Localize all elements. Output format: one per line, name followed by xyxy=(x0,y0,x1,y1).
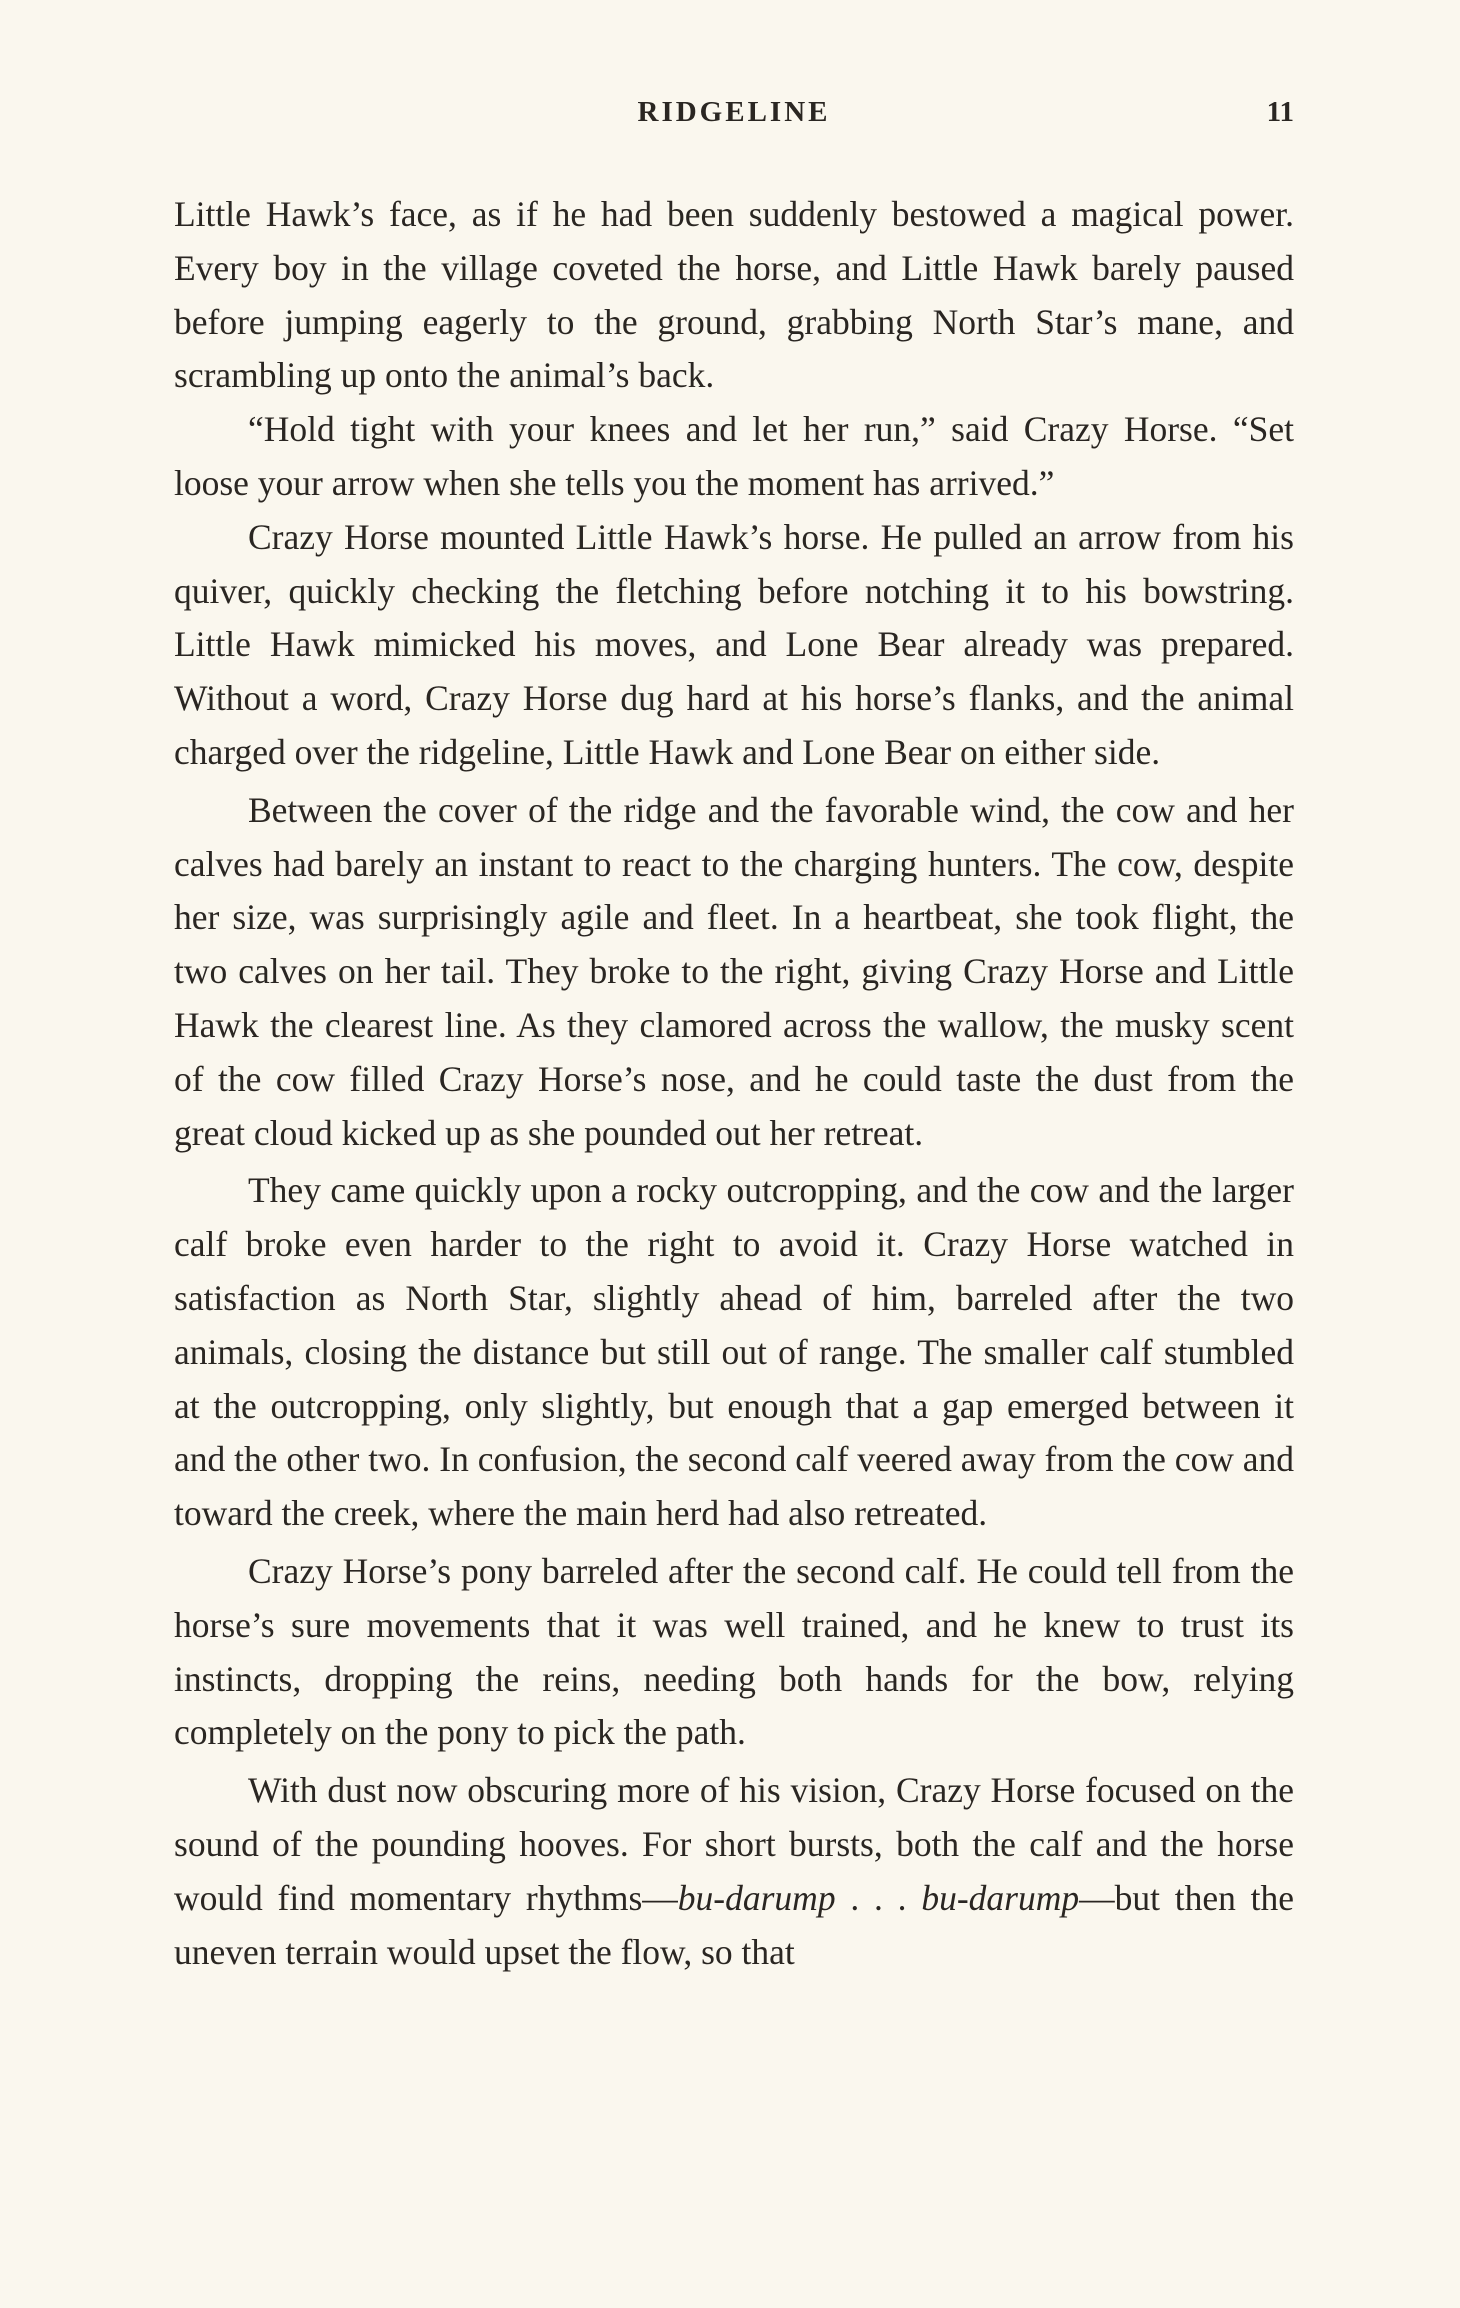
body-text xyxy=(174,188,1294,1979)
ellipsis: . . . xyxy=(835,1877,922,1918)
paragraph-2: “Hold tight with your knees and let her run,” said Crazy Horse. “Set loose your arrow when she tells you the moment has arrived.” xyxy=(174,409,1294,503)
page-number: 11 xyxy=(1266,96,1294,128)
paragraph-4: Between the cover of the ridge and the favorable wind, the cow and her calves had barely an instant to react to the charging hunters. The cow, despite her size, was surprisingly agile and fleet. In a heartbeat, she took flight, the two calves on her tail. They broke to the right, giving Crazy Horse and Little Hawk the clearest line. As they clamored across the wallow, the musky scent of the cow filled Crazy Horse’s nose, and he could taste the dust from the great cloud kicked up as she pounded out her retreat. xyxy=(174,789,1294,1153)
paragraph-7-text-start: With dust now obscuring more of his vision, Crazy Horse focused on the sound of the pounding hooves. For short bursts, both the calf and the horse would find momentary rhythms— xyxy=(174,1770,1294,1918)
paragraph-6: Crazy Horse’s pony barreled after the second calf. He could tell from the horse’s sure movements that it was well trained, and he knew to trust its instincts, dropping the reins, needing both hands for the bow, relying completely on the pony to pick the path. xyxy=(174,1550,1294,1753)
paragraph-5: They came quickly upon a rocky outcropping, and the cow and the larger calf broke even harder to the right to avoid it. Crazy Horse watched in satisfaction as North Star, slightly ahead of him, barreled after the two animals, closing the distance but still out of range. The smaller calf stumbled at the outcropping, only slightly, but enough that a gap emerged between it and the other two. In confusion, the second calf veered away from the cow and toward the creek, where the main herd had also retreated. xyxy=(174,1170,1294,1534)
paragraph-1: Little Hawk’s face, as if he had been suddenly bestowed a magical power. Every boy in the village coveted the horse, and Little Hawk barely paused before jumping eagerly to the ground, grabbing North Star’s mane, and scrambling up onto the animal’s back. xyxy=(174,194,1294,396)
paragraph-7 xyxy=(174,1764,1294,1979)
onomatopoeia-2: bu-darump xyxy=(921,1877,1080,1918)
running-head xyxy=(174,96,1294,146)
paragraph-7-text-end: —but then the uneven terrain would upset the flow, so that xyxy=(174,1877,1294,1972)
onomatopoeia-1: bu-darump xyxy=(677,1877,836,1918)
paragraph-3: Crazy Horse mounted Little Hawk’s horse. He pulled an arrow from his quiver, quickly checking the fletching before notching it to his bowstring. Little Hawk mimicked his moves, and Lone Bear already was prepared. Without a word, Crazy Horse dug hard at his horse’s flanks, and the animal charged over the ridgeline, Little Hawk and Lone Bear on either side. xyxy=(174,516,1294,772)
chapter-title: RIDGELINE xyxy=(637,96,831,128)
